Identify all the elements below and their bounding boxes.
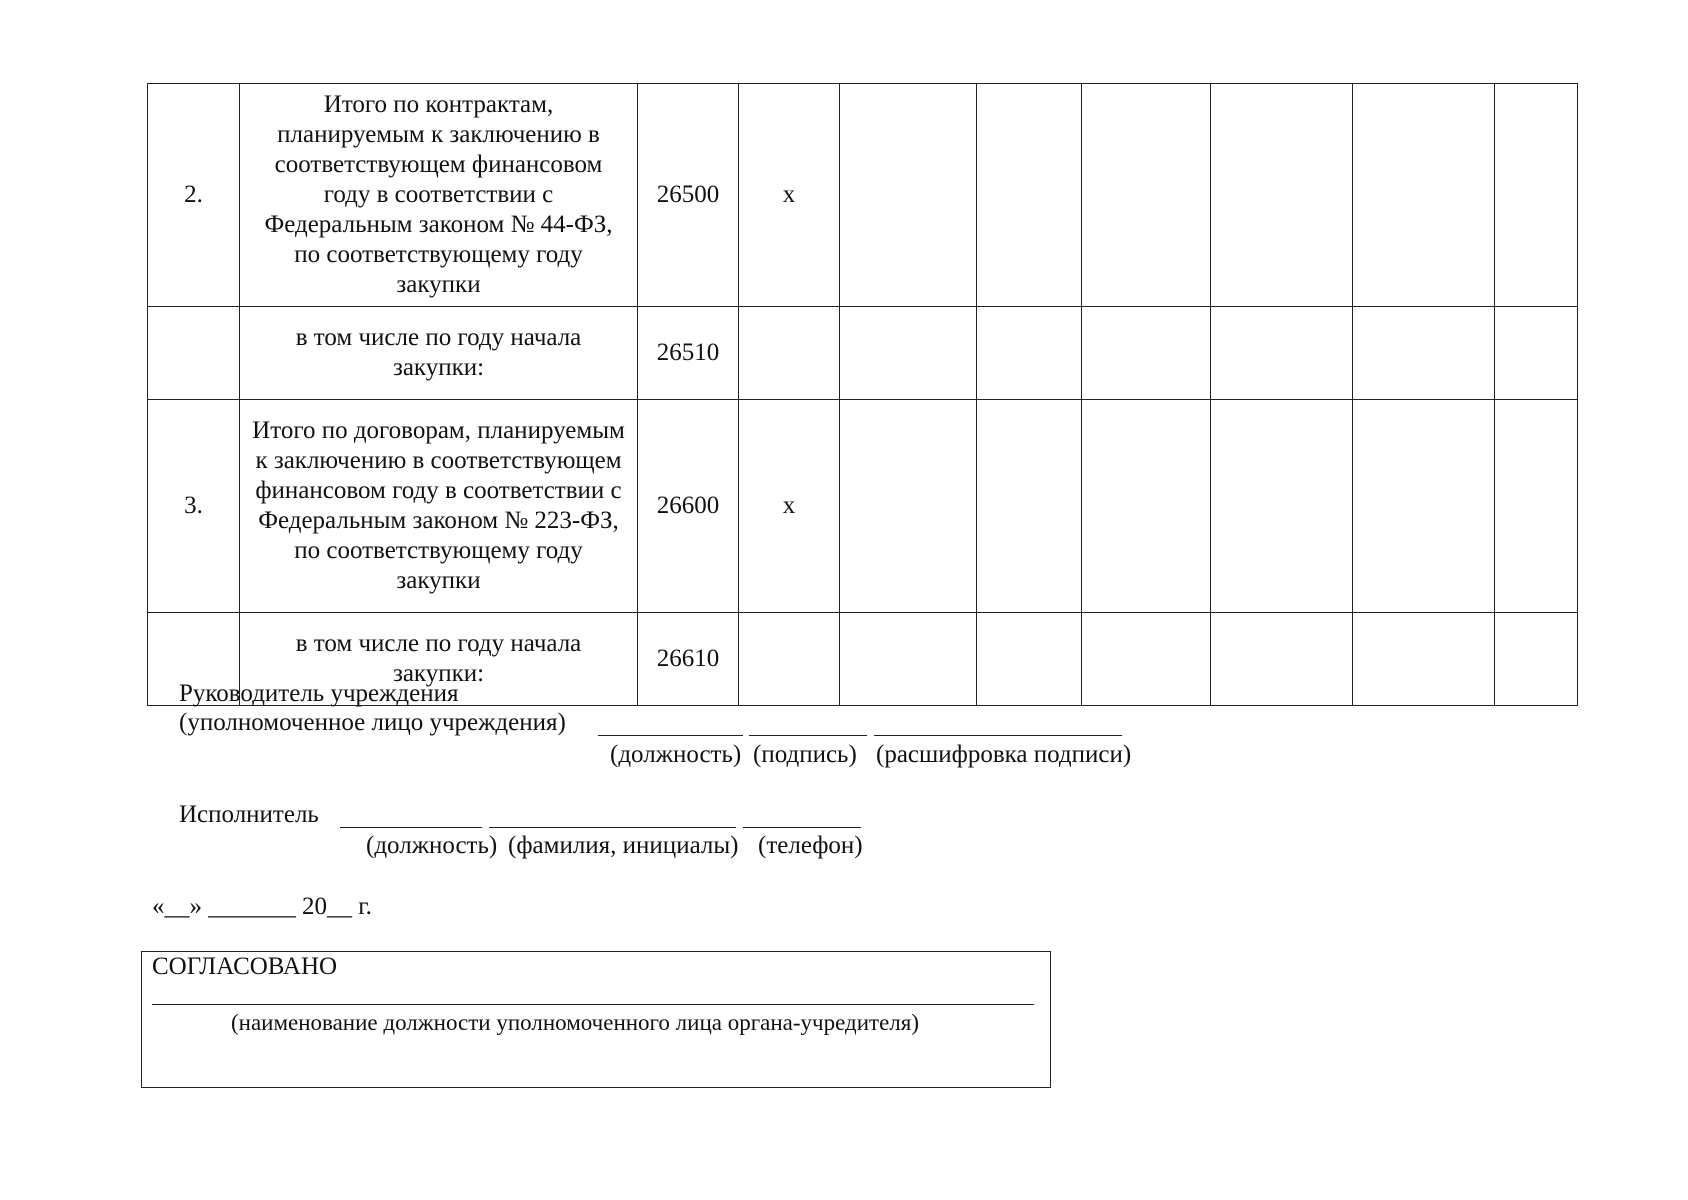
summary-table — [147, 83, 1578, 706]
empty-cell — [1495, 84, 1578, 307]
approval-hint: (наименование должности уполномоченного лица органа-учредителя) — [230, 1010, 919, 1035]
empty-cell — [1082, 84, 1211, 307]
row-code-cell: 26510 — [638, 307, 739, 400]
empty-cell — [1211, 307, 1353, 400]
empty-cell — [840, 613, 977, 706]
head-signature-line — [749, 735, 867, 736]
table-row — [148, 84, 1578, 307]
empty-cell — [1353, 307, 1495, 400]
empty-cell — [840, 307, 977, 400]
head-position-hint: (должность) — [610, 741, 742, 768]
row-number-cell: 3. — [148, 400, 240, 613]
row-name-cell: в том числе по году начала закупки: — [240, 307, 638, 400]
empty-cell — [1353, 613, 1495, 706]
row-mark-cell — [739, 307, 840, 400]
table-row — [148, 400, 1578, 613]
empty-cell — [977, 307, 1082, 400]
empty-cell — [1211, 84, 1353, 307]
approval-position-line — [152, 1004, 1034, 1005]
empty-cell — [1353, 400, 1495, 613]
executor-phone-line — [743, 827, 861, 828]
empty-cell — [977, 613, 1082, 706]
executor-position-line — [340, 827, 482, 828]
head-title-line2: (уполномоченное лицо учреждения) — [179, 709, 566, 736]
row-code-cell: 26500 — [638, 84, 739, 307]
head-title-line1: Руководитель учреждения — [179, 680, 459, 707]
head-signature-hint: (подпись) — [753, 741, 857, 768]
empty-cell — [1211, 400, 1353, 613]
row-name-cell: Итого по контрактам, планируемым к заключению в соответствующем финансовом году в соответствии с Федеральным законом № 44-ФЗ, по соответствующему году закупки — [240, 84, 638, 307]
approval-box — [141, 951, 1051, 1088]
empty-cell — [1353, 84, 1495, 307]
empty-cell — [1495, 307, 1578, 400]
approval-title: СОГЛАСОВАНО — [152, 953, 338, 980]
row-name-cell: в том числе по году начала закупки: — [240, 613, 638, 706]
empty-cell — [1495, 613, 1578, 706]
empty-cell — [1495, 400, 1578, 613]
head-position-line — [598, 735, 743, 736]
executor-name-line — [489, 827, 736, 828]
date-line: «__» _______ 20__ г. — [152, 893, 372, 920]
row-number-cell: 2. — [148, 84, 240, 307]
empty-cell — [1082, 613, 1211, 706]
head-decoding-line — [874, 735, 1122, 736]
empty-cell — [840, 84, 977, 307]
empty-cell — [977, 84, 1082, 307]
row-code-cell: 26610 — [638, 613, 739, 706]
executor-label: Исполнитель — [179, 801, 319, 828]
empty-cell — [1211, 613, 1353, 706]
executor-name-hint: (фамилия, инициалы) — [508, 832, 739, 859]
head-decoding-hint: (расшифровка подписи) — [876, 741, 1132, 768]
executor-position-hint: (должность) — [366, 832, 498, 859]
row-name-cell: Итого по договорам, планируемым к заключению в соответствующем финансовом году в соответствии с Федеральным законом № 223-ФЗ, по соответствующему году закупки — [240, 400, 638, 613]
empty-cell — [977, 400, 1082, 613]
table-row — [148, 307, 1578, 400]
row-number-cell — [148, 307, 240, 400]
executor-phone-hint: (телефон) — [758, 832, 863, 859]
row-mark-cell: x — [739, 84, 840, 307]
empty-cell — [840, 400, 977, 613]
empty-cell — [1082, 307, 1211, 400]
empty-cell — [1082, 400, 1211, 613]
row-mark-cell: x — [739, 400, 840, 613]
row-code-cell: 26600 — [638, 400, 739, 613]
row-mark-cell — [739, 613, 840, 706]
